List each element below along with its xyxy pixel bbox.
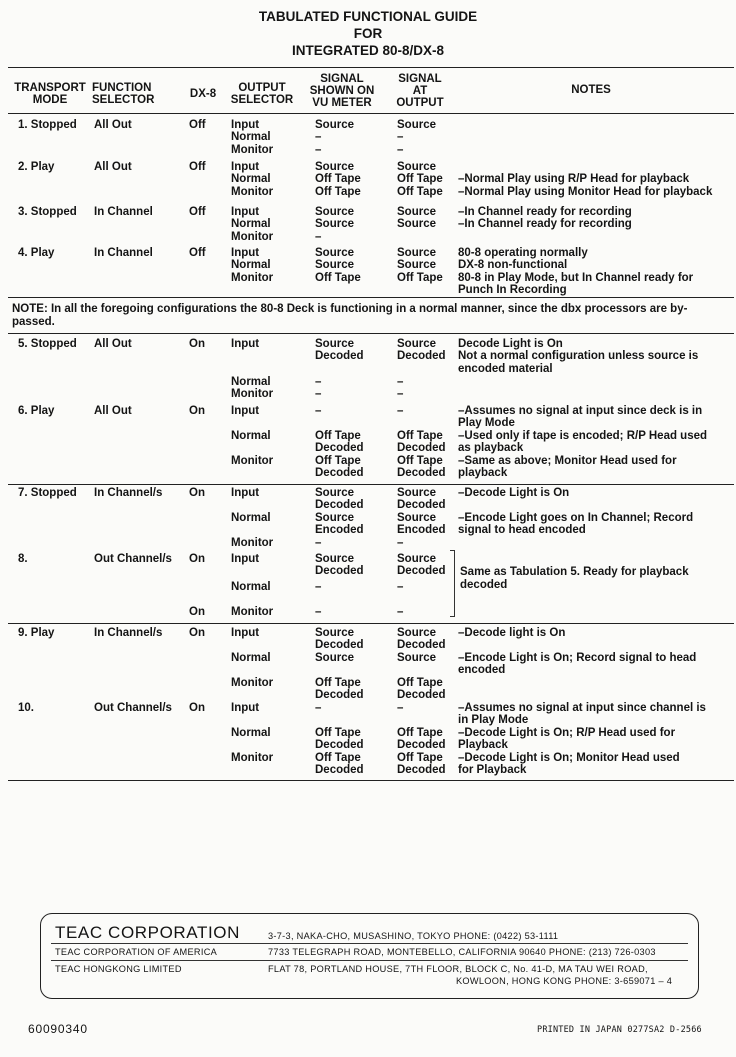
vu-signal-cell: Source	[315, 553, 354, 565]
vu-signal-cell: Source	[315, 627, 354, 639]
function-selector-cell: In Channel	[94, 247, 153, 259]
row8-bracket	[450, 550, 455, 617]
notes-cell: –Decode Light is On; R/P Head used for	[458, 726, 676, 739]
teac-america-address: 7733 TELEGRAPH ROAD, MONTEBELLO, CALIFORNIA 90640 PHONE: (213) 726-0303	[268, 947, 656, 957]
vu-signal-cell: Off Tape	[315, 676, 361, 689]
output-selector-cell: Input	[231, 338, 260, 350]
output-signal-cell: Decoded	[397, 689, 446, 701]
vu-signal-cell: Encoded	[315, 524, 364, 537]
rule-before-row9	[8, 623, 734, 624]
output-selector-cell: Input	[231, 247, 260, 259]
col-header-notes: NOTES	[571, 84, 611, 96]
output-signal-cell: Source	[397, 247, 436, 259]
vu-signal-cell: Decoded	[315, 442, 364, 455]
transport-mode-cell: 3. Stopped	[18, 206, 77, 218]
col-header-dx8: DX-8	[189, 88, 217, 100]
dx8-cell: Off	[189, 119, 206, 131]
output-selector-cell: Input	[231, 405, 260, 417]
notes-cell: –Decode Light is On	[458, 487, 570, 499]
output-selector-cell: Normal	[231, 259, 271, 272]
function-selector-cell: In Channel/s	[94, 487, 163, 499]
notes-cell: –In Channel ready for recording	[458, 218, 632, 231]
output-signal-cell: Decoded	[397, 442, 446, 455]
output-signal-cell: –	[397, 143, 404, 156]
vu-signal-cell: Off Tape	[315, 751, 361, 764]
notes-cell: encoded	[458, 664, 506, 677]
vu-signal-cell: Decoded	[315, 565, 364, 578]
output-signal-cell: Source	[397, 259, 436, 272]
output-signal-cell: Off Tape	[397, 185, 443, 198]
output-selector-cell: Monitor	[231, 536, 274, 549]
output-signal-cell: Source	[397, 553, 436, 565]
vu-signal-cell: Decoded	[315, 739, 364, 752]
transport-mode-cell: 1. Stopped	[18, 119, 77, 131]
notes-cell: Same as Tabulation 5. Ready for playback	[460, 566, 689, 578]
output-selector-cell: Input	[231, 206, 260, 218]
vu-signal-cell: –	[315, 702, 322, 714]
notes-cell: –Assumes no signal at input since deck is in	[458, 405, 703, 417]
output-signal-cell: Source	[397, 218, 436, 231]
output-selector-cell: Input	[231, 119, 260, 131]
output-signal-cell: Off Tape	[397, 271, 443, 284]
output-selector-cell: Monitor	[231, 230, 274, 243]
transport-mode-cell: 7. Stopped	[18, 487, 77, 499]
output-signal-cell: Off Tape	[397, 751, 443, 764]
output-signal-cell: –	[397, 536, 404, 549]
transport-mode-cell: 2. Play	[18, 161, 55, 173]
notes-cell: –Same as above; Monitor Head used for	[458, 454, 677, 467]
output-signal-cell: Source	[397, 651, 436, 664]
output-signal-cell: Source	[397, 161, 436, 173]
teac-america-name: TEAC CORPORATION OF AMERICA	[55, 947, 218, 957]
output-selector-cell: Monitor	[231, 606, 274, 618]
vu-signal-cell: –	[315, 606, 322, 618]
vu-signal-cell: Decoded	[315, 639, 364, 652]
footer-rule-2	[51, 960, 688, 961]
teac-hk-address-1: FLAT 78, PORTLAND HOUSE, 7TH FLOOR, BLOCK C, No. 41-D, MA TAU WEI ROAD,	[268, 964, 648, 974]
output-signal-cell: –	[397, 702, 404, 714]
output-signal-cell: Decoded	[397, 565, 446, 578]
vu-signal-cell: –	[315, 375, 322, 388]
col-header-signal-output: SIGNAL AT OUTPUT	[396, 73, 444, 109]
output-selector-cell: Input	[231, 487, 260, 499]
dx8-cell: On	[189, 338, 205, 350]
output-signal-cell: Source	[397, 487, 436, 499]
output-selector-cell: Monitor	[231, 751, 274, 764]
vu-signal-cell: Source	[315, 338, 354, 350]
transport-mode-cell: 4. Play	[18, 247, 55, 259]
vu-signal-cell: –	[315, 581, 322, 593]
vu-signal-cell: Decoded	[315, 467, 364, 479]
output-selector-cell: Normal	[231, 726, 271, 739]
vu-signal-cell: Source	[315, 651, 354, 664]
output-signal-cell: Off Tape	[397, 676, 443, 689]
dx8-cell: On	[189, 606, 205, 618]
function-selector-cell: Out Channel/s	[94, 702, 172, 714]
output-signal-cell: Off Tape	[397, 429, 443, 442]
output-signal-cell: –	[397, 405, 404, 417]
vu-signal-cell: Source	[315, 206, 354, 218]
title-line-1: TABULATED FUNCTIONAL GUIDE	[258, 9, 478, 24]
notes-cell: –Assumes no signal at input since channel is	[458, 702, 706, 714]
vu-signal-cell: Off Tape	[315, 429, 361, 442]
vu-signal-cell: Decoded	[315, 350, 364, 363]
teac-hk-name: TEAC HONGKONG LIMITED	[55, 964, 182, 974]
function-selector-cell: All Out	[94, 338, 132, 350]
print-code: PRINTED IN JAPAN 0277SA2 D-2566	[537, 1025, 702, 1035]
dx8-cell: On	[189, 405, 205, 417]
bypass-note: NOTE: In all the foregoing configurations the 80-8 Deck is functioning in a normal manner, since the dbx processors are by-passed.	[12, 303, 688, 328]
vu-signal-cell: –	[315, 405, 322, 417]
notes-cell: as playback	[458, 442, 524, 455]
output-selector-cell: Input	[231, 161, 260, 173]
output-signal-cell: Source	[397, 627, 436, 639]
notes-cell: 80-8 in Play Mode, but In Channel ready for	[458, 271, 694, 284]
output-selector-cell: Normal	[231, 173, 271, 186]
output-signal-cell: Source	[397, 338, 436, 350]
dx8-cell: On	[189, 487, 205, 499]
vu-signal-cell: –	[315, 388, 322, 400]
notes-cell: –Used only if tape is encoded; R/P Head used	[458, 429, 708, 442]
notes-cell: –Encode Light is On; Record signal to head	[458, 651, 697, 664]
output-selector-cell: Normal	[231, 581, 271, 593]
output-signal-cell: Decoded	[397, 639, 446, 652]
output-selector-cell: Normal	[231, 375, 271, 388]
document-number: 60090340	[28, 1022, 88, 1036]
output-signal-cell: Decoded	[397, 739, 446, 752]
table-end-rule	[8, 780, 734, 781]
output-signal-cell: Source	[397, 206, 436, 218]
col-header-transport-mode: TRANSPORT MODE	[14, 82, 86, 106]
output-selector-cell: Monitor	[231, 143, 274, 156]
output-selector-cell: Monitor	[231, 676, 274, 689]
output-selector-cell: Normal	[231, 651, 271, 664]
vu-signal-cell: Source	[315, 119, 354, 131]
vu-signal-cell: Off Tape	[315, 271, 361, 284]
function-selector-cell: All Out	[94, 119, 132, 131]
teac-hk-address-2: KOWLOON, HONG KONG PHONE: 3-659071 – 4	[456, 976, 673, 986]
vu-signal-cell: –	[315, 230, 322, 243]
vu-signal-cell: Source	[315, 511, 354, 524]
notes-cell: decoded	[460, 579, 508, 591]
notes-cell: in Play Mode	[458, 714, 529, 727]
notes-cell: Not a normal configuration unless source is	[458, 350, 699, 363]
title-line-3: INTEGRATED 80-8/DX-8	[291, 43, 445, 58]
function-selector-cell: In Channel	[94, 206, 153, 218]
dx8-cell: On	[189, 702, 205, 714]
notes-cell: DX-8 non-functional	[458, 259, 568, 272]
notes-cell: –Normal Play using Monitor Head for playback	[458, 185, 713, 198]
output-signal-cell: Source	[397, 511, 436, 524]
note-bottom-rule	[8, 333, 734, 334]
vu-signal-cell: –	[315, 131, 322, 144]
header-bottom-rule	[8, 113, 734, 114]
vu-signal-cell: Decoded	[315, 499, 364, 512]
company-footer	[40, 913, 699, 999]
transport-mode-cell: 10.	[18, 702, 34, 714]
notes-cell: for Playback	[458, 764, 527, 776]
col-header-function-selector: FUNCTION SELECTOR	[92, 82, 155, 106]
title-line-2: FOR	[353, 26, 383, 41]
notes-cell: –Encode Light goes on In Channel; Record	[458, 511, 694, 524]
vu-signal-cell: Off Tape	[315, 173, 361, 186]
vu-signal-cell: Source	[315, 218, 354, 231]
output-selector-cell: Input	[231, 702, 260, 714]
output-signal-cell: Source	[397, 119, 436, 131]
transport-mode-cell: 5. Stopped	[18, 338, 77, 350]
output-selector-cell: Monitor	[231, 271, 274, 284]
notes-cell: playback	[458, 467, 508, 479]
vu-signal-cell: –	[315, 536, 322, 549]
vu-signal-cell: Off Tape	[315, 454, 361, 467]
output-signal-cell: Encoded	[397, 524, 446, 537]
vu-signal-cell: Source	[315, 247, 354, 259]
output-signal-cell: Decoded	[397, 764, 446, 776]
output-selector-cell: Monitor	[231, 388, 274, 400]
notes-cell: Decode Light is On	[458, 338, 563, 350]
col-header-vu-meter: SIGNAL SHOWN ON VU METER	[309, 73, 375, 109]
output-signal-cell: –	[397, 388, 404, 400]
output-selector-cell: Monitor	[231, 185, 274, 198]
teac-corp-address: 3-7-3, NAKA-CHO, MUSASHINO, TOKYO PHONE: (0422) 53-1111	[268, 931, 559, 941]
vu-signal-cell: Off Tape	[315, 726, 361, 739]
output-selector-cell: Monitor	[231, 454, 274, 467]
vu-signal-cell: Decoded	[315, 689, 364, 701]
dx8-cell: On	[189, 553, 205, 565]
footer-rule-1	[51, 943, 688, 944]
notes-cell: Playback	[458, 739, 508, 752]
notes-cell: –In Channel ready for recording	[458, 206, 632, 218]
col-header-output-selector: OUTPUT SELECTOR	[230, 82, 294, 106]
note-top-rule	[8, 297, 734, 298]
output-selector-cell: Normal	[231, 511, 271, 524]
vu-signal-cell: Source	[315, 161, 354, 173]
function-selector-cell: All Out	[94, 405, 132, 417]
output-signal-cell: –	[397, 131, 404, 144]
dx8-cell: On	[189, 627, 205, 639]
output-signal-cell: Decoded	[397, 467, 446, 479]
notes-cell: –Decode light is On	[458, 627, 566, 639]
vu-signal-cell: Source	[315, 487, 354, 499]
function-selector-cell: Out Channel/s	[94, 553, 172, 565]
output-signal-cell: Decoded	[397, 350, 446, 363]
dx8-cell: Off	[189, 247, 206, 259]
notes-cell: –Normal Play using R/P Head for playback	[458, 173, 690, 186]
output-selector-cell: Normal	[231, 429, 271, 442]
transport-mode-cell: 6. Play	[18, 405, 55, 417]
notes-cell: Punch In Recording	[458, 284, 567, 297]
output-signal-cell: Off Tape	[397, 726, 443, 739]
vu-signal-cell: Source	[315, 259, 354, 272]
output-selector-cell: Input	[231, 627, 260, 639]
rule-before-row7	[8, 484, 734, 485]
output-signal-cell: Off Tape	[397, 454, 443, 467]
output-signal-cell: Decoded	[397, 499, 446, 512]
output-signal-cell: –	[397, 375, 404, 388]
dx8-cell: Off	[189, 206, 206, 218]
header-top-rule	[8, 67, 734, 68]
output-selector-cell: Normal	[231, 218, 271, 231]
output-signal-cell: –	[397, 606, 404, 618]
notes-cell: encoded material	[458, 362, 553, 375]
transport-mode-cell: 9. Play	[18, 627, 55, 639]
teac-corp-name: TEAC CORPORATION	[55, 923, 240, 942]
notes-cell: –Decode Light is On; Monitor Head used	[458, 751, 680, 764]
vu-signal-cell: Off Tape	[315, 185, 361, 198]
dx8-cell: Off	[189, 161, 206, 173]
notes-cell: 80-8 operating normally	[458, 247, 588, 259]
notes-cell: signal to head encoded	[458, 524, 586, 537]
vu-signal-cell: –	[315, 143, 322, 156]
vu-signal-cell: Decoded	[315, 764, 364, 776]
notes-cell: Play Mode	[458, 417, 515, 430]
document-title	[0, 9, 736, 60]
output-selector-cell: Normal	[231, 131, 271, 144]
output-selector-cell: Input	[231, 553, 260, 565]
function-selector-cell: All Out	[94, 161, 132, 173]
output-signal-cell: Off Tape	[397, 173, 443, 186]
output-signal-cell: –	[397, 581, 404, 593]
transport-mode-cell: 8.	[18, 553, 28, 565]
function-selector-cell: In Channel/s	[94, 627, 163, 639]
